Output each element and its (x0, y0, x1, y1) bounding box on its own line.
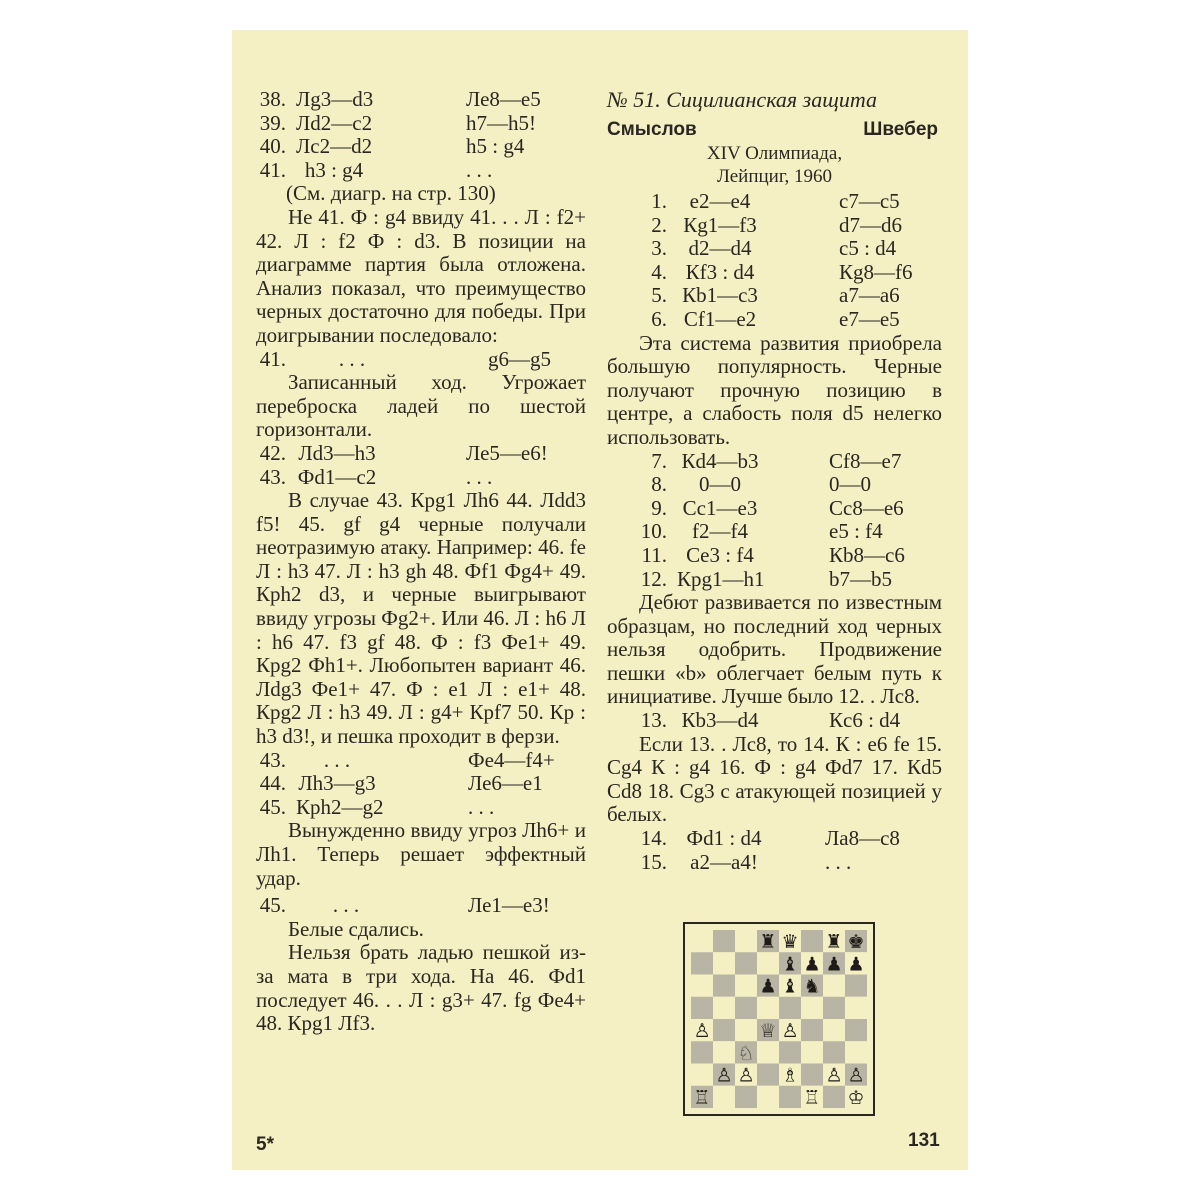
white-move: Кg1—f3 (683, 212, 757, 237)
white-move: . . . (332, 893, 360, 918)
moves-14-15 (607, 827, 942, 874)
black-move: Кb8—c6 (829, 542, 905, 567)
chess-piece-h1: ♔ (847, 1086, 865, 1108)
commentary-opening: Эта система развития приобрела большую популярность. Черные получают прочную позицию в центре, а слабость поля d5 нелегко использовать. (607, 330, 942, 449)
move-number: 1. (651, 189, 667, 213)
page-number: 131 (908, 1130, 940, 1151)
chess-piece-b2: ♙ (715, 1064, 733, 1087)
commentary-final: Нельзя брать ладью пешкой из-за мата в три хода. На 46. Фd1 последует 46. . . Л : g3+ 47. fg Фе4+ 48. Крg1 Лf3. (256, 940, 586, 1036)
chess-piece-h7: ♟ (847, 953, 865, 976)
white-move: Сf1—e2 (683, 306, 757, 331)
dark-square (823, 1086, 845, 1108)
move-41-black (256, 348, 586, 372)
chess-piece-e6: ♝ (781, 975, 799, 998)
move-row (607, 709, 942, 733)
commentary-forced: Вынужденно ввиду угроз Лh6+ и Лh1. Теперь решает эффектный удар. (256, 818, 586, 890)
dark-square (713, 930, 735, 952)
light-square (823, 1019, 845, 1041)
move-row (607, 190, 942, 214)
light-square (845, 1041, 867, 1063)
move-row (607, 261, 942, 285)
black-move: Сf8—e7 (829, 448, 902, 473)
dark-square (801, 1019, 823, 1041)
chessboard (691, 930, 867, 1108)
black-move: Фе4—f4+ (468, 747, 555, 772)
black-move: Кg8—f6 (839, 259, 913, 284)
light-square (845, 997, 867, 1019)
light-square (691, 975, 713, 997)
move-number: 12. (640, 566, 667, 591)
move-number: 11. (641, 542, 667, 567)
dark-square (823, 997, 845, 1019)
light-square (691, 930, 713, 952)
move-row (607, 473, 942, 497)
white-move: Кb3—d4 (681, 708, 759, 733)
black-move: Лa8—c8 (825, 826, 900, 851)
black-move: g6—g5 (488, 346, 551, 371)
event-place: Лейпциг, 1960 (716, 166, 832, 187)
move-row (256, 159, 586, 183)
white-move: Кf3 : d4 (685, 259, 755, 284)
black-move: h5 : g4 (466, 134, 525, 159)
chess-piece-d6: ♟ (759, 975, 777, 998)
white-player: Смыслов (607, 119, 697, 140)
commentary-move-43: В случае 43. Крg1 Лh6 44. Лdd3 f5! 45. gf g4 черные получали неотразимую атаку. Например: 46. fe Л : h3 47. Л : h3 gh 48. Фf1 Фg4+ 49. Крh2 d3, и черные выигрывают ввиду угрозы Фg2+. Или 46. Л : h6 Л : h6 47. f3 gf 48. Ф : f3 Фе1+ 49. Крg2 Фh1+. Любопытен вариант 46. Лdg3 Фе1+ 47. Ф : e1 Л : e1+ 48. Крg2 Л : h3 49. Л : g4+ Крf7 50. Кр : h3 d3!, и пешка проходит в ферзи. (256, 488, 586, 749)
white-move: Кd4—b3 (681, 448, 759, 473)
move-number: 14. (640, 826, 667, 851)
chess-piece-c2: ♙ (737, 1064, 755, 1087)
black-move: h7—h5! (466, 110, 536, 135)
move-number: 40. (259, 134, 286, 159)
black-move: a7—a6 (839, 283, 900, 308)
moves-38-41 (256, 88, 586, 182)
dark-square (691, 1041, 713, 1063)
move-number: 38. (259, 87, 286, 111)
white-move: . . . (338, 346, 366, 371)
white-move: Лg3—d3 (296, 87, 374, 111)
black-move: d7—d6 (839, 212, 902, 237)
dark-square (735, 952, 757, 974)
black-move: Кc6 : d4 (829, 708, 901, 733)
white-move: Кb1—c3 (682, 283, 758, 308)
chess-piece-e8: ♛ (781, 931, 799, 954)
move-number: 43. (259, 464, 286, 489)
move-row (256, 112, 586, 136)
white-move: . . . (323, 747, 351, 772)
commentary-debut: Дебют развивается по известным образцам, но последний ход черных нельзя одобрить. Продвижение пешки «b» облегчает белым путь к инициативе. Лучше было 12. . Лс8. (607, 590, 942, 709)
light-square (713, 1086, 735, 1108)
move-number: 8. (651, 472, 667, 497)
move-45-black (256, 894, 586, 918)
chess-diagram (683, 922, 875, 1116)
move-number: 44. (259, 771, 286, 796)
light-square (735, 930, 757, 952)
move-row (607, 284, 942, 308)
move-number: 43. (259, 747, 286, 772)
black-move: c7—c5 (839, 189, 900, 213)
right-column (607, 88, 942, 874)
commentary-move-13: Если 13. . Лс8, то 14. К : e6 fe 15. Сg4 К : g4 16. Ф : g4 Фd7 17. Кd5 Сd8 18. Сg3 с атакующей позицией у белых. (607, 731, 942, 827)
move-row (607, 214, 942, 238)
move-number: 13. (640, 708, 667, 733)
chess-piece-f1: ♖ (803, 1086, 821, 1108)
move-row (607, 237, 942, 261)
dark-square (845, 1019, 867, 1041)
game-title: № 51. Сицилианская защита (607, 87, 878, 112)
move-number: 41. (259, 157, 286, 182)
move-row (256, 466, 586, 490)
white-move: Сe3 : f4 (686, 542, 754, 567)
black-move: b7—b5 (829, 566, 892, 591)
dark-square (801, 1064, 823, 1086)
move-number: 45. (259, 893, 286, 918)
dark-square (735, 1086, 757, 1108)
chess-piece-a1: ♖ (693, 1086, 711, 1108)
light-square (801, 1041, 823, 1063)
move-number: 7. (651, 448, 667, 473)
event-name: XIV Олимпиада, (706, 143, 843, 164)
move-number: 5. (651, 283, 667, 308)
move-row (256, 135, 586, 159)
light-square (757, 1041, 779, 1063)
move-13 (607, 709, 942, 733)
diagram-reference: (См. диагр. на стр. 130) (286, 181, 496, 206)
move-number: 41. (259, 346, 286, 371)
move-row (607, 568, 942, 592)
left-column (256, 88, 586, 1036)
dark-square (779, 997, 801, 1019)
move-row (256, 442, 586, 466)
light-square (713, 1041, 735, 1063)
light-square (735, 1019, 757, 1041)
light-square (757, 997, 779, 1019)
chess-piece-e2: ♗ (781, 1064, 799, 1087)
moves-42-43 (256, 442, 586, 489)
dark-square (779, 1041, 801, 1063)
light-square (757, 952, 779, 974)
white-move: e2—e4 (689, 189, 751, 213)
dark-square (801, 930, 823, 952)
light-square (823, 975, 845, 997)
move-row (607, 497, 942, 521)
black-move: Сc8—e6 (829, 495, 904, 520)
dark-square (757, 1064, 779, 1086)
chess-piece-e7: ♝ (781, 953, 799, 976)
move-row (256, 348, 586, 372)
players-line (607, 114, 942, 142)
dark-square (845, 975, 867, 997)
event-info (607, 142, 942, 188)
move-row (607, 544, 942, 568)
chess-piece-d4: ♕ (759, 1020, 777, 1043)
light-square (691, 1064, 713, 1086)
chess-piece-e4: ♙ (781, 1020, 799, 1043)
light-square (713, 952, 735, 974)
chess-piece-c3: ♘ (737, 1042, 755, 1065)
white-move: Фd1 : d4 (686, 826, 762, 851)
white-move: Крg1—h1 (677, 566, 765, 591)
black-move: Ле6—e1 (468, 771, 543, 796)
black-move: . . . (466, 157, 493, 182)
move-number: 3. (651, 236, 667, 261)
moves-1-6 (607, 190, 942, 332)
black-move: e5 : f4 (829, 519, 883, 544)
move-row (607, 450, 942, 474)
light-square (713, 997, 735, 1019)
black-move: Ле5—e6! (466, 440, 548, 465)
white-move: Лd3—h3 (298, 440, 376, 465)
dark-square (823, 1041, 845, 1063)
chess-piece-g8: ♜ (825, 931, 843, 954)
black-player: Швебер (863, 119, 938, 140)
dark-square (691, 952, 713, 974)
move-row (607, 827, 942, 851)
white-move: Лd2—c2 (296, 110, 373, 135)
chess-piece-a4: ♙ (693, 1020, 711, 1043)
chess-piece-d8: ♜ (759, 931, 777, 954)
dark-square (713, 975, 735, 997)
move-row (607, 520, 942, 544)
black-move: . . . (468, 794, 495, 819)
chess-piece-f6: ♞ (803, 975, 821, 998)
move-number: 2. (651, 212, 667, 237)
light-square (801, 997, 823, 1019)
white-move: h3 : g4 (304, 157, 364, 182)
light-square (735, 975, 757, 997)
dark-square (691, 997, 713, 1019)
chess-piece-h8: ♚ (847, 931, 865, 954)
move-number: 6. (651, 306, 667, 331)
white-move: Фd1—c2 (297, 464, 377, 489)
moves-7-12 (607, 450, 942, 592)
move-row (607, 308, 942, 332)
black-move: e7—e5 (839, 306, 900, 331)
move-row (256, 772, 586, 796)
white-move: Лh3—g3 (298, 771, 376, 796)
white-move: d2—d4 (688, 236, 752, 261)
black-move: . . . (466, 464, 493, 489)
move-number: 4. (651, 259, 667, 284)
move-row (256, 749, 586, 773)
move-number: 10. (640, 519, 667, 544)
move-row (256, 88, 586, 112)
moves-43-45 (256, 749, 586, 820)
move-row (607, 851, 942, 875)
chess-piece-g2: ♙ (825, 1064, 843, 1087)
move-row (256, 894, 586, 918)
dark-square (735, 997, 757, 1019)
signature-mark: 5* (256, 1134, 274, 1155)
black-move: . . . (825, 849, 852, 874)
commentary-recorded-move: Записанный ход. Угрожает переброска ладей по шестой горизонтали. (256, 370, 586, 442)
white-move: f2—f4 (692, 519, 748, 544)
black-move: c5 : d4 (839, 236, 897, 261)
chess-piece-f7: ♟ (803, 953, 821, 976)
move-number: 39. (259, 110, 286, 135)
light-square (757, 1086, 779, 1108)
black-move: Ле8—e5 (466, 87, 541, 111)
move-number: 15. (640, 849, 667, 874)
move-number: 45. (259, 794, 286, 819)
move-number: 9. (651, 495, 667, 520)
result-text: Белые сдались. (288, 916, 424, 941)
dark-square (713, 1019, 735, 1041)
white-move: Сc1—e3 (682, 495, 758, 520)
commentary-move-41: Не 41. Ф : g4 ввиду 41. . . Л : f2+ 42. Л : f2 Ф : d3. В позиции на диаграмме партия была отложена. Анализ показал, что преимущество черных достаточно для победы. При доигрывании последовало: (256, 204, 586, 347)
white-move: a2—a4! (690, 849, 758, 874)
white-move: 0—0 (699, 472, 741, 497)
black-move: 0—0 (829, 472, 871, 497)
chess-piece-h2: ♙ (847, 1064, 865, 1087)
move-row (256, 796, 586, 820)
black-move: Ле1—e3! (468, 893, 550, 918)
white-move: Лc2—d2 (296, 134, 373, 159)
chess-piece-g7: ♟ (825, 953, 843, 976)
white-move: Крh2—g2 (296, 794, 384, 819)
dark-square (779, 1086, 801, 1108)
move-number: 42. (259, 440, 286, 465)
